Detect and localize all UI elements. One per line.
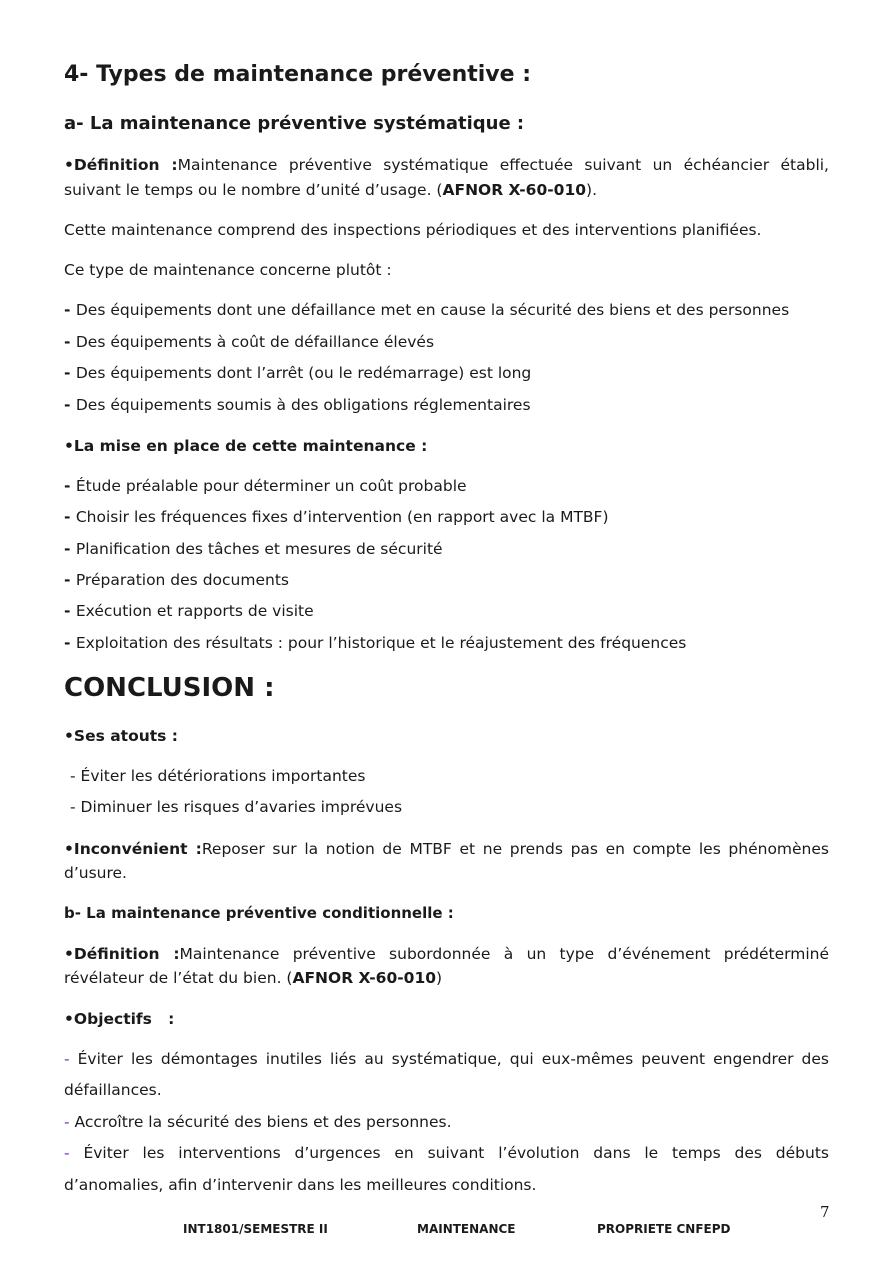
- footer-subject: MAINTENANCE: [417, 1222, 516, 1236]
- section-a-definition-line1: • Définition :Maintenance préventive systématique effectuée suivant un échéancier établi,: [64, 156, 829, 174]
- objective-2: - Accroître la sécurité des biens et des personnes.: [64, 1113, 452, 1131]
- section-a-definition-line2: suivant le temps ou le nombre d’unité d’usage. (AFNOR X-60-010).: [64, 181, 598, 199]
- list-item: - Étude préalable pour déterminer un coût probable: [64, 477, 467, 495]
- setup-heading: • La mise en place de cette maintenance :: [64, 437, 427, 455]
- atouts-label: • Ses atouts :: [64, 727, 178, 745]
- footer-course-code: INT1801/SEMESTRE II: [183, 1222, 328, 1236]
- list-item: - Des équipements dont une défaillance met en cause la sécurité des biens et des personnes: [64, 301, 790, 319]
- list-item: - Des équipements soumis à des obligations réglementaires: [64, 396, 531, 414]
- list-item: - Des équipements à coût de défaillance élevés: [64, 333, 435, 351]
- inconvenient-line1: • Inconvénient :Reposer sur la notion de MTBF et ne prends pas en compte les phénomènes: [64, 840, 829, 858]
- objectifs-label: • Objectifs :: [64, 1010, 174, 1028]
- objective-1-line1: - Éviter les démontages inutiles liés au systématique, qui eux-mêmes peuvent engendrer des: [64, 1050, 829, 1068]
- list-item: - Choisir les fréquences fixes d’intervention (en rapport avec la MTBF): [64, 508, 609, 526]
- list-item: - Planification des tâches et mesures de sécurité: [64, 540, 443, 558]
- section-a-paragraph-1: Cette maintenance comprend des inspections périodiques et des interventions planifiées.: [64, 221, 762, 239]
- definition-label: • Définition :: [64, 156, 178, 174]
- section-b-heading: b- La maintenance préventive conditionnelle :: [64, 904, 454, 922]
- list-item: - Exploitation des résultats : pour l’historique et le réajustement des fréquences: [64, 634, 687, 652]
- conclusion-heading: CONCLUSION :: [64, 673, 275, 703]
- afnor-reference: AFNOR X-60-010: [442, 181, 587, 199]
- page-number: 7: [820, 1203, 830, 1221]
- section-a-heading: a- La maintenance préventive systématique :: [64, 113, 525, 134]
- list-item: - Préparation des documents: [64, 571, 289, 589]
- section-b-definition-line1: • Définition :Maintenance préventive subordonnée à un type d’événement prédéterminé: [64, 945, 829, 963]
- definition-label: • Définition :: [64, 945, 180, 963]
- inconvenient-label: • Inconvénient :: [64, 840, 202, 858]
- list-item: - Éviter les détériorations importantes: [70, 767, 366, 785]
- list-item: - Des équipements dont l’arrêt (ou le redémarrage) est long: [64, 364, 532, 382]
- page-title: 4- Types de maintenance préventive :: [64, 62, 532, 87]
- list-item: - Diminuer les risques d’avaries imprévues: [70, 798, 403, 816]
- objective-3-line1: - Éviter les interventions d’urgences en suivant l’évolution dans le temps des débuts: [64, 1144, 829, 1162]
- section-a-paragraph-2: Ce type de maintenance concerne plutôt :: [64, 261, 392, 279]
- section-b-definition-line2: révélateur de l’état du bien. (AFNOR X-60-010): [64, 969, 443, 987]
- inconvenient-line2: d’usure.: [64, 864, 127, 882]
- footer-owner: PROPRIETE CNFEPD: [597, 1222, 731, 1236]
- objective-1-line2: défaillances.: [64, 1081, 162, 1099]
- list-item: - Exécution et rapports de visite: [64, 602, 314, 620]
- afnor-reference: AFNOR X-60-010: [292, 969, 437, 987]
- objective-3-line2: d’anomalies, afin d’intervenir dans les meilleures conditions.: [64, 1176, 537, 1194]
